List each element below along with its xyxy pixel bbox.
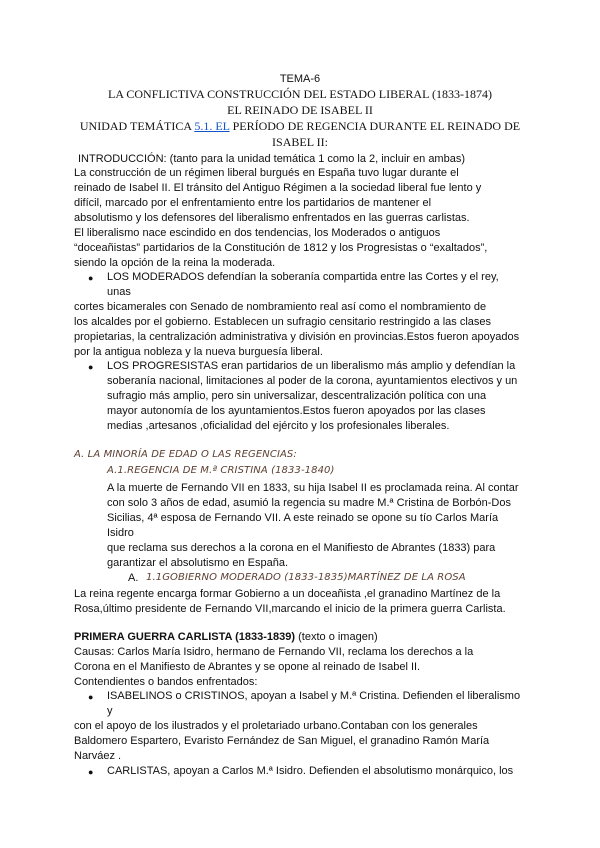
regente-line: Rosa,último presidente de Fernando VII,marcando el inicio de la primera guerra Carlista.: [74, 603, 506, 615]
progresistas-line: sufragio más amplio, pero sin universalizar, descentralización política con una: [107, 390, 487, 402]
guerra-line: Contendientes o bandos enfrentados:: [74, 676, 258, 688]
regencia-line: que reclama sus derechos a la corona en el Manifiesto de Abrantes (1833) para: [107, 542, 496, 554]
bullet-icon: ●: [88, 692, 94, 702]
intro-label: INTRODUCCIÓN:: [78, 153, 167, 165]
unit-link[interactable]: 5.1. EL: [194, 119, 230, 133]
regencia-line: Isidro: [107, 527, 134, 539]
bullet-icon: ●: [88, 767, 94, 777]
progresistas-line: LOS PROGRESISTAS eran partidarios de un liberalismo más amplio y defendían la: [107, 360, 516, 372]
moderados-line: LOS MODERADOS defendían la soberanía compartida entre las Cortes y el rey,: [107, 271, 499, 283]
document-subtitle: EL REINADO DE ISABEL II: [227, 103, 373, 117]
intro-line: “doceañistas” partidarios de la Constitución de 1812 y los Progresistas o “exaltados”,: [74, 242, 488, 254]
regencia-line: garantizar el absolutismo en España.: [107, 557, 288, 569]
unit-rest: PERÍODO DE REGENCIA DURANTE EL REINADO DE: [232, 119, 521, 133]
isabelinos-line: con el apoyo de los ilustrados y el proletariado urbano.Contaban con los generales: [74, 720, 478, 732]
guerra-line: Causas: Carlos María Isidro, hermano de Fernando VII, reclama los derechos a la: [74, 646, 474, 658]
section-a11-heading: 1.1GOBIERNO MODERADO (1833-1835)MARTÍNEZ DE LA ROSA: [146, 572, 466, 583]
unit-heading-end: ISABEL II:: [272, 135, 328, 149]
section-a-heading: A. LA MINORÍA DE EDAD O LAS REGENCIAS:: [74, 449, 297, 460]
bullet-icon: ●: [88, 362, 94, 372]
list-marker: A.: [128, 572, 139, 584]
progresistas-line: medias ,artesanos ,oficialidad del ejército y los profesionales liberales.: [107, 420, 450, 432]
moderados-wrap: unas: [107, 286, 131, 298]
isabelinos-wrap: y: [107, 705, 113, 717]
unit-heading: [0, 119, 600, 134]
unit-prefix: UNIDAD TEMÁTICA: [79, 119, 192, 133]
moderados-line: por la antigua nobleza y la nueva burguesía liberal.: [74, 346, 323, 358]
intro-line: absolutismo y los defensores del liberalismo enfrentados en las guerras carlistas.: [74, 212, 470, 224]
isabelinos-line: Narváez .: [74, 750, 122, 762]
document-title: LA CONFLICTIVA CONSTRUCCIÓN DEL ESTADO LIBERAL (1833-1874): [108, 87, 492, 101]
intro-line: reinado de Isabel II. El tránsito del Antiguo Régimen a la sociedad liberal fue lento y: [74, 182, 482, 194]
guerra-note: (texto o imagen): [298, 631, 378, 643]
intro-line: El liberalismo nace escindido en dos tendencias, los Moderados o antiguos: [74, 227, 441, 239]
intro-line: difícil, marcado por el enfrentamiento entre los partidarios de mantener el: [74, 197, 432, 209]
intro-heading: [78, 152, 465, 166]
progresistas-line: mayor autonomía de los ayuntamientos.Estos fueron apoyados por las clases: [107, 405, 486, 417]
regente-line: La reina regente encarga formar Gobierno a un doceañista ,el granadino Martínez de la: [74, 588, 501, 600]
regencia-line: Sicilias, 4ª esposa de Fernando VII. A este reinado se opone su tío Carlos María: [107, 512, 499, 524]
guerra-line: Corona en el Manifiesto de Abrantes y se opone al reinado de Isabel II.: [74, 661, 421, 673]
moderados-line: cortes bicamerales con Senado de nombramiento real así como el nombramiento de: [74, 301, 487, 313]
intro-line: siendo la opción de la reina la moderada.: [74, 257, 276, 269]
moderados-line: propietarias, la centralización administrativa y división en provincias.Estos fueron apoyados: [74, 331, 520, 343]
isabelinos-line: ISABELINOS o CRISTINOS, apoyan a Isabel y M.ª Cristina. Defienden el liberalismo: [107, 690, 521, 702]
tema-label: TEMA-6: [279, 73, 321, 85]
isabelinos-line: Baldomero Espartero, Evaristo Fernández de San Miguel, el granadino Ramón María: [74, 735, 490, 747]
moderados-line: los alcaldes por el gobierno. Establecen un sufragio censitario restringido a las clases: [74, 316, 492, 328]
carlistas-line: CARLISTAS, apoyan a Carlos M.ª Isidro. Defienden el absolutismo monárquico, los: [107, 765, 514, 777]
regencia-line: A la muerte de Fernando VII en 1833, su hija Isabel II es proclamada reina. Al contar: [107, 482, 519, 494]
progresistas-line: soberanía nacional, limitaciones al poder de la corona, ayuntamientos electivos y un: [107, 375, 518, 387]
bullet-icon: ●: [88, 273, 94, 283]
intro-note: (tanto para la unidad temática 1 como la 2, incluir en ambas): [169, 153, 465, 165]
intro-line: La construcción de un régimen liberal burgués en España tuvo lugar durante el: [74, 167, 459, 179]
regencia-line: con solo 3 años de edad, asumió la regencia su madre M.ª Cristina de Borbón-Dos: [107, 497, 511, 509]
guerra-title: PRIMERA GUERRA CARLISTA (1833-1839): [74, 631, 296, 643]
guerra-heading: [74, 630, 378, 644]
section-a1-heading: A.1.REGENCIA DE M.ª CRISTINA (1833-1840): [107, 465, 335, 476]
